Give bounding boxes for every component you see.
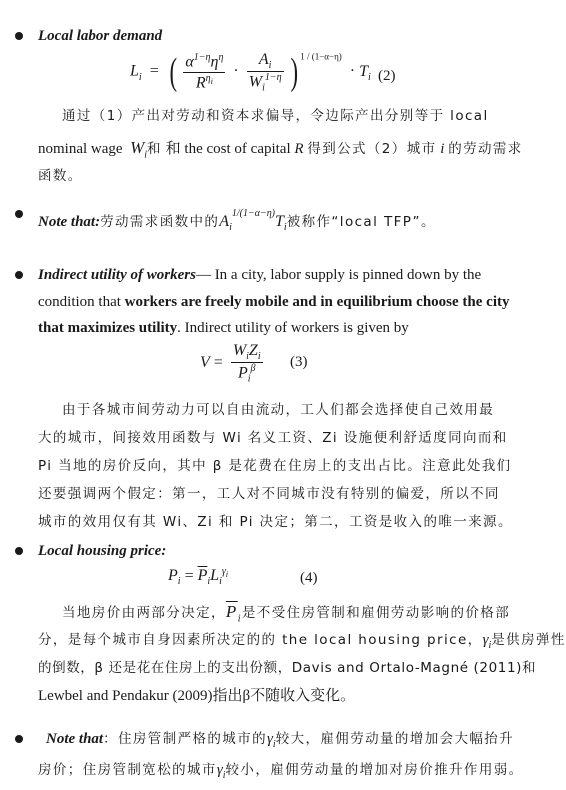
bullet — [15, 547, 23, 555]
paragraph-line: 房价；住房管制宽松的城市$\gamma_i$较小，雇佣劳动量的增加对房价推升作用弱。 — [38, 762, 524, 781]
paragraph-line: 当地房价由两部分决定，$\overline{P}_i$是不受住房管制和雇佣劳动影响的价格部 — [62, 602, 511, 625]
equation-number-2: (2) — [378, 68, 396, 84]
paragraph-line: 由于各城市间劳动力可以自由流动，工人们都会选择使自己效用最 — [62, 402, 495, 418]
paragraph-line: 大的城市，间接效用函数与 Wi 名义工资、Zi 设施便利舒适度同向而和 — [38, 430, 508, 446]
section-heading-labor-demand: Local labor demand — [38, 28, 163, 44]
bullet — [15, 32, 23, 40]
paragraph-line: Pi 当地的房价反向，其中 β 是花费在住房上的支出占比。注意此处我们 — [38, 458, 512, 474]
equation-number-4: (4) — [300, 570, 318, 586]
equation-number-3: (3) — [290, 354, 308, 370]
bullet — [15, 210, 23, 218]
bullet — [15, 735, 23, 743]
paragraph-line: 分，是每个城市自身因素所决定的的 the local housing price，$\gamma_i$是供房弹性 — [38, 632, 566, 651]
paragraph-line: 的倒数，β 还是花在住房上的支出份额，Davis and Ortalo-Magné (2011)和 — [38, 660, 537, 676]
section-heading-housing-price: Local housing price: — [38, 543, 167, 559]
note-line: Note that：住房管制严格的城市的$\gamma_i$较大，雇佣劳动量的增加会大幅抬升 — [46, 731, 515, 750]
paragraph-line: 函数。 — [38, 168, 83, 184]
note-line: Note that:劳动需求函数中的$A_i^{1/(1-\alpha-\eta)}T_i$被称作“local TFP”。 — [38, 208, 436, 234]
paragraph-line: 还要强调两个假定：第一，工人对不同城市没有特别的偏爱，所以不同 — [38, 486, 500, 502]
paragraph-line: 城市的效用仅有其 Wi、Zi 和 Pi 决定；第二，工资是收入的唯一来源。 — [38, 514, 513, 530]
equation-4: $P_i = \overline{P}_iL_i^{\gamma_i}$ — [168, 566, 229, 588]
paragraph-line: condition that workers are freely mobile and in equilibrium choose the city — [38, 294, 510, 310]
paragraph-line: nominal wage $W_i$和 和 the cost of capital R 得到公式（2）城市 i 的劳动需求 — [38, 138, 523, 161]
paragraph-line: 通过（1）产出对劳动和资本求偏导，令边际产出分别等于 local — [62, 108, 489, 124]
bullet — [15, 271, 23, 279]
paragraph-line: that maximizes utility. Indirect utility of workers is given by — [38, 320, 409, 336]
section-heading-indirect-utility: Indirect utility of workers— In a city, labor supply is pinned down by the — [38, 267, 482, 283]
paragraph-line: Lewbel and Pendakur (2009)指出β不随收入变化。 — [38, 688, 356, 704]
equation-2: $L_i$ = ( $\frac{\alpha^{1-\eta}\eta^\eta}{R^{\eta_i}}$ · $\frac{A_i}{W_i^{1-\eta}}$ ) $^{1 / (1-\alpha-\eta)} \cdot T_i$ — [130, 50, 371, 94]
equation-3: V = $\frac{W_iZ_i}{P_i^\beta}$ — [200, 342, 261, 385]
